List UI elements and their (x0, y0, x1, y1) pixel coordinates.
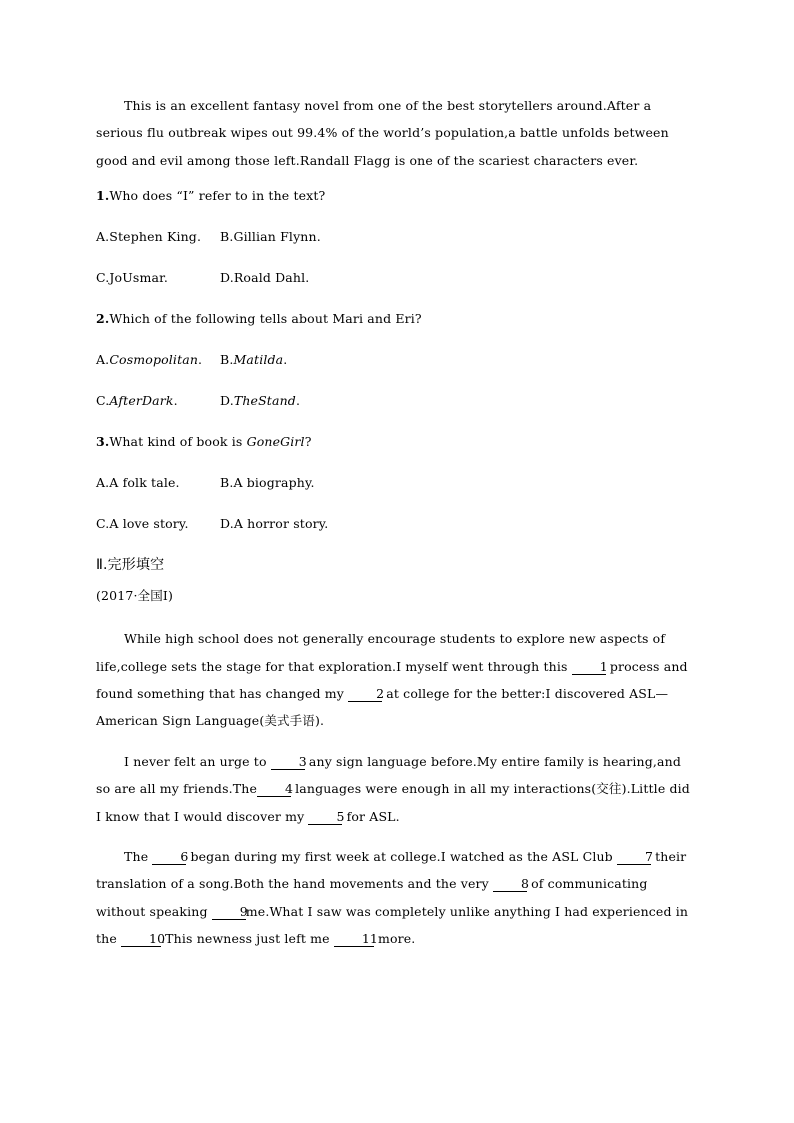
cloze-text: began during my first week at college.I watched as the ASL Club (186, 849, 617, 865)
cloze-text: me.What I saw was completely unlike anything I had experienced in the (96, 903, 689, 947)
blank-4[interactable]: 4 (257, 782, 291, 797)
cloze-text: process and found something that has changed my (96, 658, 688, 702)
question-number: 3. (96, 434, 110, 450)
blank-1[interactable]: 1 (572, 660, 606, 675)
cloze-text: their translation of a song.Both the hand movements and the very (96, 849, 687, 892)
question-3-options-cd (96, 514, 698, 534)
option-prefix: B. (220, 352, 234, 368)
question-1-stem (96, 186, 698, 206)
cloze-text: languages were enough in all my interactions(交往).Little did I know that I would discover my (96, 781, 690, 824)
option-a: A.Cosmopolitan. (96, 352, 203, 368)
cloze-text: The (124, 849, 153, 865)
intro-paragraph: This is an excellent fantasy novel from one of the best storytellers around.After a serious flu outbreak wipes out 99.4% of the world’s population,a battle unfolds between good and evil among those left.Randall Flagg is one of the scariest characters ever. (96, 98, 669, 168)
question-2-options-ab (96, 350, 698, 370)
cloze-paragraph-1 (96, 625, 698, 735)
book-title: Cosmopolitan (109, 352, 199, 368)
blank-3[interactable]: 3 (271, 755, 305, 770)
option-c: C.AfterDark. (96, 393, 178, 409)
question-3-stem (96, 432, 698, 452)
document-page (96, 92, 698, 953)
question-text: What kind of book is (109, 434, 247, 450)
blank-2[interactable]: 2 (348, 687, 382, 702)
cloze-paragraph-3 (96, 843, 698, 953)
option-b: B.Matilda. (220, 352, 288, 368)
book-title: Matilda (233, 352, 284, 368)
cloze-text: at college for the better:I discovered ASL—American Sign Language(美式手语). (96, 686, 669, 729)
question-2-options-cd (96, 391, 698, 411)
question-text-end: ? (304, 434, 312, 450)
book-title: GoneGirl (246, 434, 305, 450)
option-a: A.A folk tale. (96, 475, 180, 491)
cloze-text: of communicating without speaking (96, 876, 648, 919)
blank-6[interactable]: 6 (152, 850, 186, 865)
blank-10[interactable]: 10 (121, 932, 161, 947)
question-text: Who does “I” refer to in the text? (109, 188, 326, 204)
question-number: 2. (96, 311, 110, 327)
question-3-options-ab (96, 473, 698, 493)
source-label: (2017·全国Ⅰ) (96, 588, 173, 604)
book-title: AfterDark (109, 393, 174, 409)
blank-5[interactable]: 5 (308, 810, 342, 825)
option-c: C.A love story. (96, 516, 189, 532)
blank-11[interactable]: 11 (334, 932, 374, 947)
cloze-text: more. (373, 931, 416, 947)
question-number: 1. (96, 188, 110, 204)
option-d: D.Roald Dahl. (220, 270, 310, 286)
question-text: Which of the following tells about Mari and Eri? (109, 311, 422, 327)
cloze-text: I never felt an urge to (124, 753, 271, 769)
blank-7[interactable]: 7 (617, 850, 651, 865)
option-b: B.A biography. (220, 475, 315, 491)
option-prefix: C. (96, 393, 110, 409)
option-b: B.Gillian Flynn. (220, 229, 321, 245)
cloze-text: .This newness just left me (161, 931, 334, 947)
cloze-text: for ASL. (342, 808, 400, 824)
question-2-stem (96, 309, 698, 329)
question-1-options-ab (96, 227, 698, 247)
option-prefix: A. (96, 352, 110, 368)
option-c: C.JoUsmar. (96, 270, 168, 286)
blank-8[interactable]: 8 (493, 877, 527, 892)
book-title: TheStand (233, 393, 296, 409)
cloze-text: While high school does not generally encourage students to explore new aspects of life,college sets the stage for that exploration.I myself went through this (96, 631, 666, 674)
section-title: Ⅱ.完形填空 (96, 557, 165, 574)
option-prefix: D. (220, 393, 234, 409)
cloze-text: any sign language before.My entire family is hearing,and so are all my friends.The (96, 753, 681, 797)
blank-9[interactable]: 9 (212, 905, 246, 920)
question-1-options-cd (96, 268, 698, 288)
cloze-paragraph-2 (96, 748, 698, 830)
option-a: A.Stephen King. (96, 229, 202, 245)
option-d: D.TheStand. (220, 393, 301, 409)
option-d: D.A horror story. (220, 516, 329, 532)
